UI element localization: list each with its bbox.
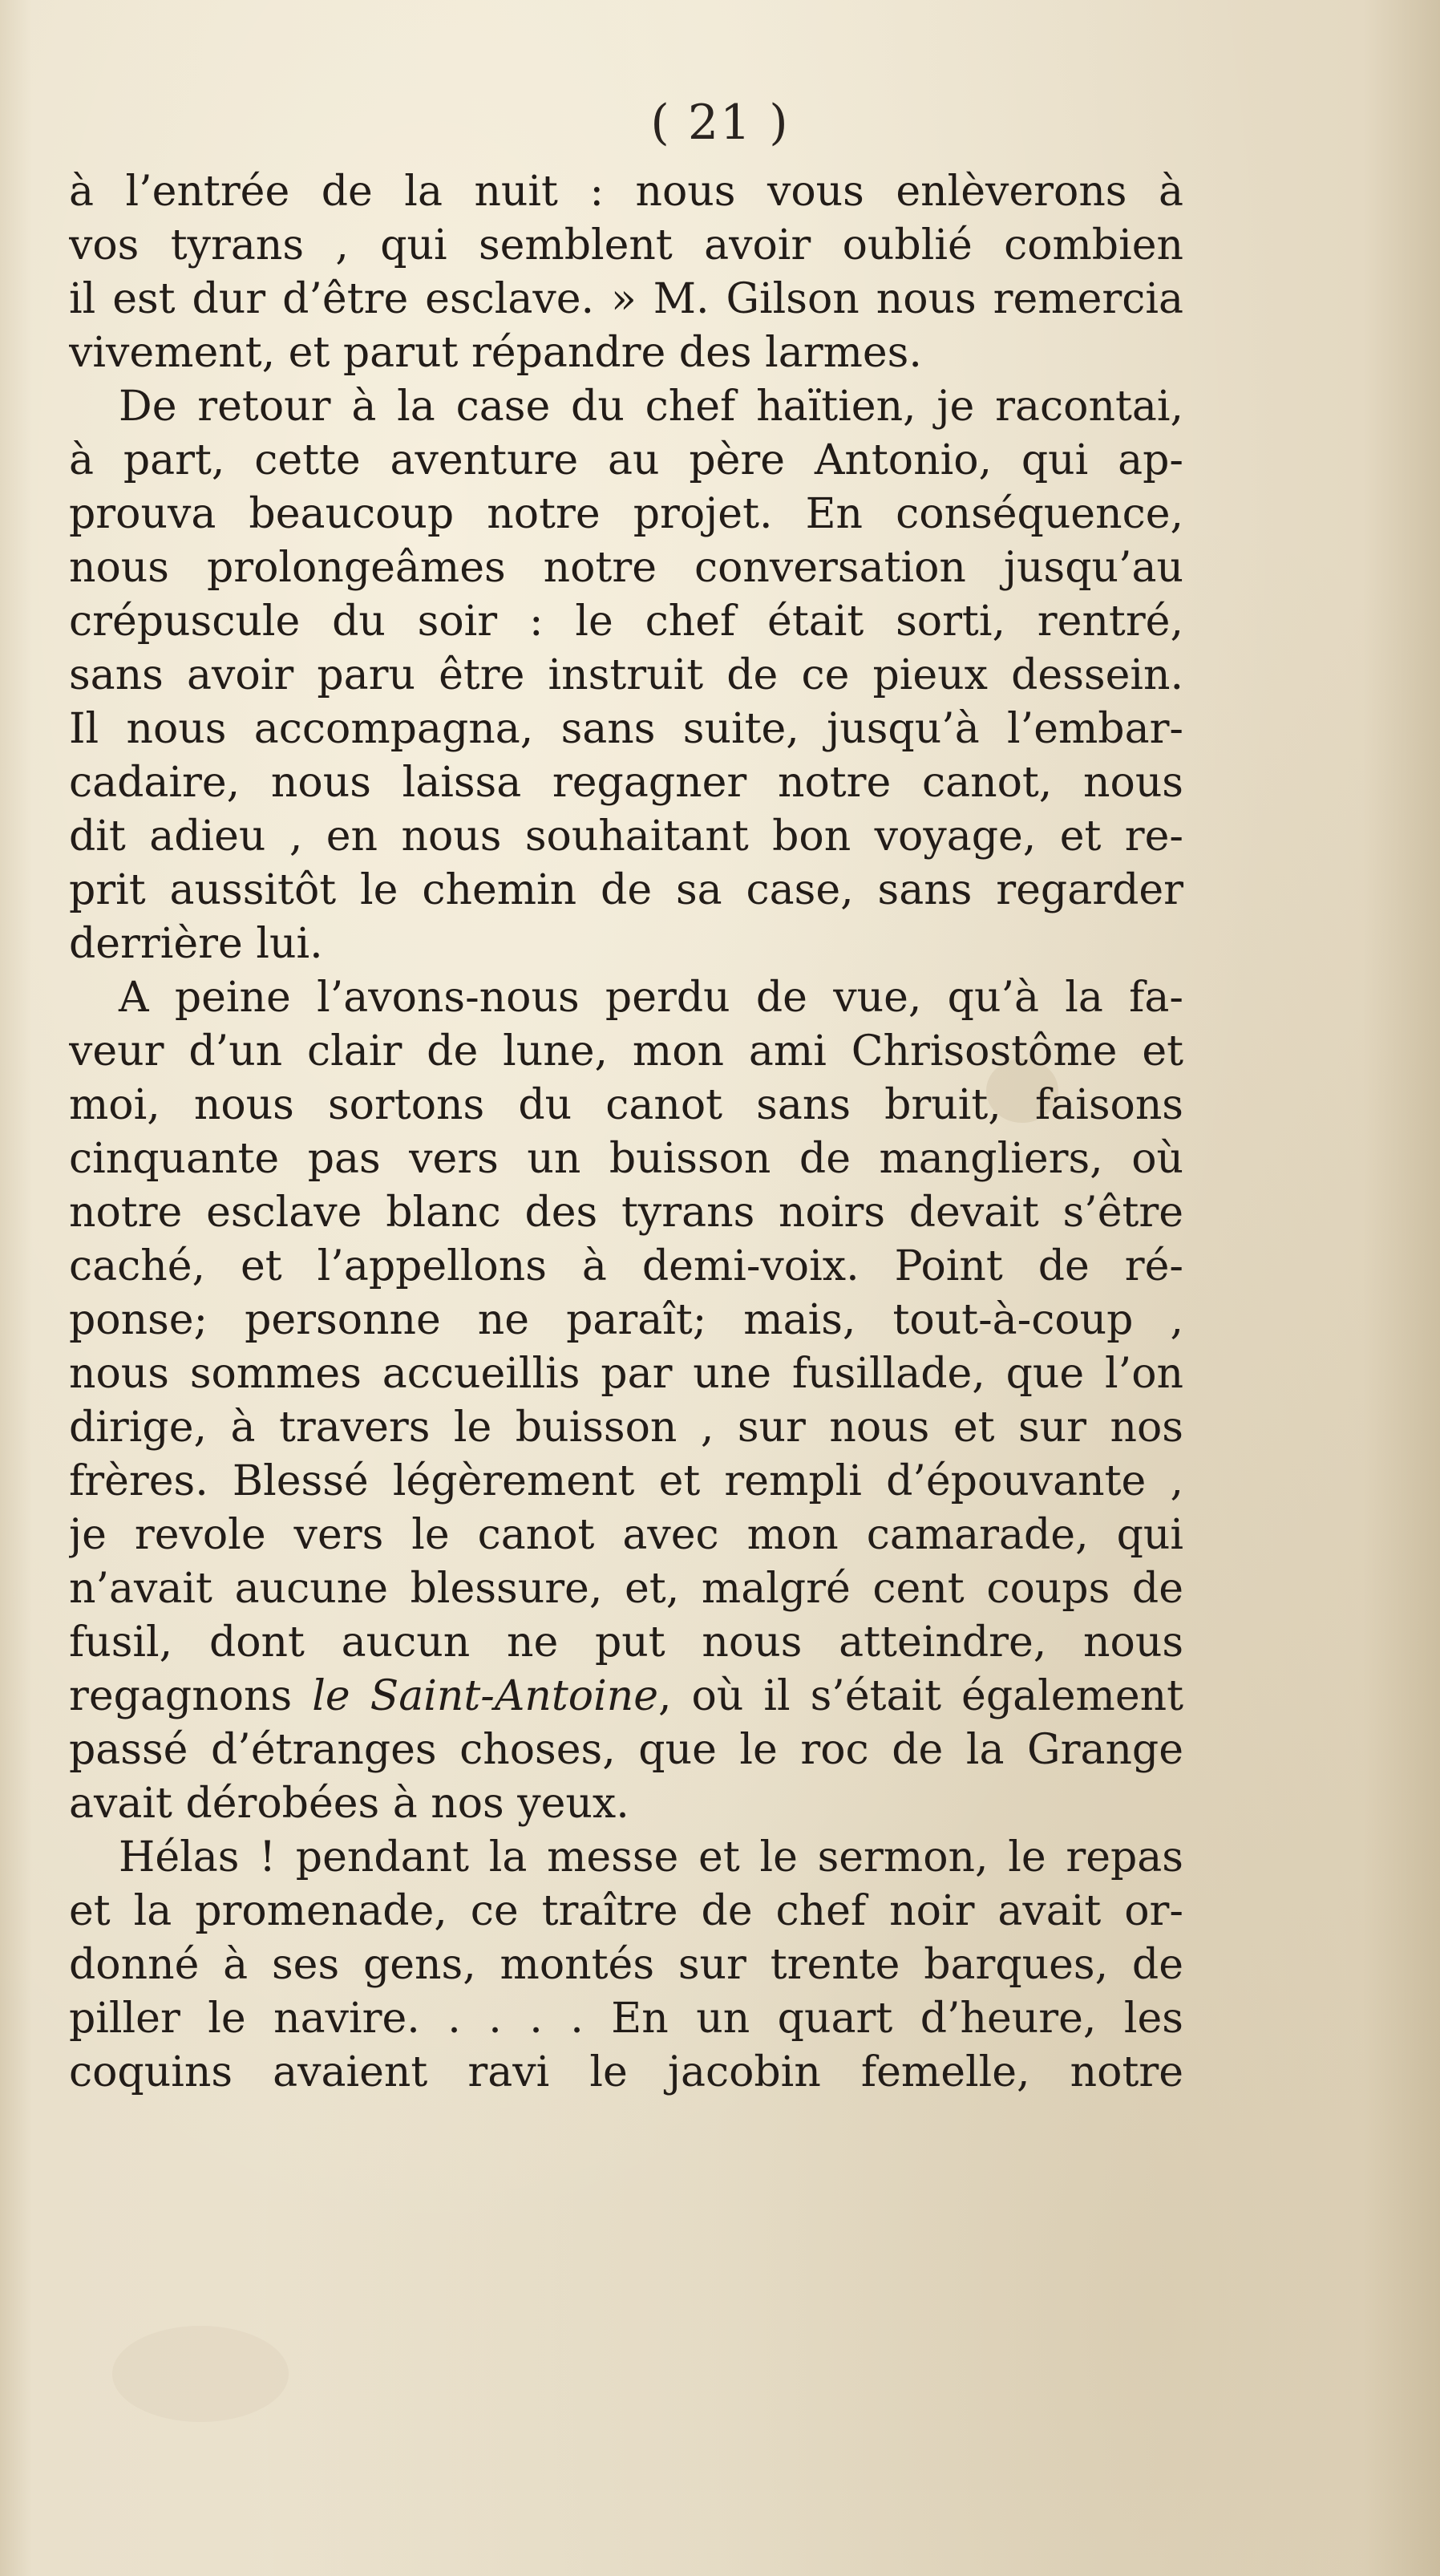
text-line: vivement, et parut répandre des larmes. <box>69 329 922 377</box>
text-line: Il nous accompagna, sans suite, jusqu’à l’embar- <box>69 705 1183 753</box>
text-line: coquins avaient ravi le jacobin femelle, notre <box>69 2048 1183 2096</box>
paragraph <box>69 165 1183 380</box>
text-line: cinquante pas vers un buisson de mangliers, où <box>69 1135 1183 1183</box>
text-line: dirige, à travers le buisson , sur nous et sur nos <box>69 1403 1183 1452</box>
text-line-with-italic <box>69 1670 1183 1723</box>
body-text <box>69 165 1183 2100</box>
text-line: dit adieu , en nous souhaitant bon voyage, et re- <box>69 812 1183 861</box>
text-run: regagnons <box>69 1672 313 1720</box>
text-line: à part, cette aventure au père Antonio, qui ap- <box>69 436 1183 484</box>
text-line: je revole vers le canot avec mon camarade, qui <box>69 1511 1183 1559</box>
text-line: fusil, dont aucun ne put nous atteindre, nous <box>69 1618 1183 1667</box>
text-line: passé d’étranges choses, que le roc de la Grange <box>69 1726 1183 1774</box>
text-line: prit aussitôt le chemin de sa case, sans regarder <box>69 866 1183 914</box>
text-line: moi, nous sortons du canot sans bruit, faisons <box>69 1081 1183 1129</box>
ship-name-italic: le Saint-Antoine <box>312 1672 658 1720</box>
text-line: crépuscule du soir : le chef était sorti, rentré, <box>69 597 1183 646</box>
text-line: caché, et l’appellons à demi-voix. Point de ré- <box>69 1242 1183 1290</box>
text-line: donné à ses gens, montés sur trente barques, de <box>69 1941 1183 1989</box>
text-line: à l’entrée de la nuit : nous vous enlèverons à <box>69 168 1183 216</box>
paper-stain <box>112 2326 289 2422</box>
text-line: ponse; personne ne paraît; mais, tout-à-coup , <box>69 1296 1183 1344</box>
text-line: notre esclave blanc des tyrans noirs devait s’être <box>69 1189 1183 1237</box>
text-line: sans avoir paru être instruit de ce pieux dessein. <box>69 651 1183 699</box>
text-line: nous sommes accueillis par une fusillade, que l’on <box>69 1350 1183 1398</box>
text-line: nous prolongeâmes notre conversation jusqu’au <box>69 544 1183 592</box>
text-line: piller le navire. . . . . En un quart d’heure, les <box>69 1995 1183 2043</box>
text-line: De retour à la case du chef haïtien, je racontai, <box>119 383 1183 431</box>
text-line: frères. Blessé légèrement et rempli d’épouvante , <box>69 1457 1183 1505</box>
text-line: Hélas ! pendant la messe et le sermon, le repas <box>119 1833 1183 1881</box>
paragraph <box>69 971 1183 1831</box>
page-number: ( 21 ) <box>650 95 790 151</box>
text-line: avait dérobées à nos yeux. <box>69 1780 629 1828</box>
text-line: derrière lui. <box>69 920 323 968</box>
text-line: veur d’un clair de lune, mon ami Chrisostôme et <box>69 1027 1183 1075</box>
paragraph <box>69 1831 1183 2100</box>
text-run: , où il s’était également <box>657 1672 1183 1720</box>
text-line: vos tyrans , qui semblent avoir oublié combien <box>69 221 1183 269</box>
text-line: prouva beaucoup notre projet. En conséquence, <box>69 490 1183 538</box>
paragraph <box>69 380 1183 971</box>
text-line: et la promenade, ce traître de chef noir avait or- <box>69 1887 1183 1935</box>
text-line: cadaire, nous laissa regagner notre canot, nous <box>69 759 1183 807</box>
text-line: il est dur d’être esclave. » M. Gilson nous remercia <box>69 275 1183 323</box>
text-line: n’avait aucune blessure, et, malgré cent coups de <box>69 1565 1183 1613</box>
text-line: A peine l’avons-nous perdu de vue, qu’à la fa- <box>119 974 1183 1022</box>
